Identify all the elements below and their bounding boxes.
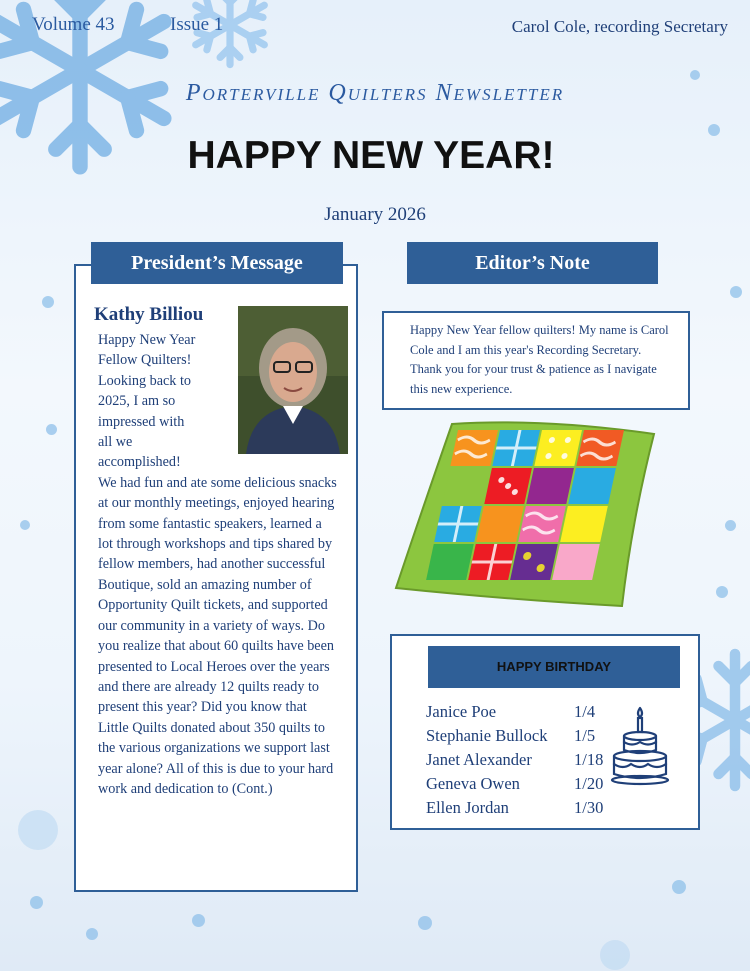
list-item: Janet Alexander 1/18 [426,750,604,769]
list-item: Janice Poe 1/4 [426,702,596,721]
issue-label: Issue 1 [170,14,224,35]
president-name: Kathy Billiou [94,304,204,325]
volume-label: Volume 43 [32,14,115,35]
editor-note-heading: Editor’s Note [407,242,658,284]
president-message-text: Happy New Year Fellow Quilters! Looking back to 2025, I am so impressed with all we accomplished! We had fun and ate some delicious snacks at our monthly meetings, enjoyed hearing from some fantastic speakers, learned a lot through workshops and tips shared by fellow members, had another successful Boutique, sold an amazing number of Opportunity Quilt tickets, and supported our community in a variety of ways. Do you realize that about 60 quilts have been presented to Local Heroes over the years and there are already 12 quilts ready to present this year? Did you know that Little Quilts donated about 350 quilts to the various organizations we support last year alone? All of this is due to your hard work and dedication to (Cont.) [98,332,337,797]
newsletter-title: Porterville Quilters Newsletter [185,80,565,106]
birthday-heading: HAPPY BIRTHDAY [428,646,680,688]
president-message-heading: President’s Message [91,242,343,284]
editor-note-text: Happy New Year fellow quilters! My name is Carol Cole and I am this year's Recording Secretary. Thank you for your trust & patience as I navigate this new experience. [410,323,669,396]
birthday-list [426,700,603,820]
president-message-box [74,264,358,892]
list-item: Geneva Owen 1/20 [426,774,604,793]
editor-note-box [382,311,690,410]
birthday-box [390,634,700,830]
secretary-credit: Carol Cole, recording Secretary [511,17,728,36]
list-item: Ellen Jordan 1/30 [426,798,604,817]
quilt-illustration [392,420,658,610]
birthday-cake-icon [610,704,670,786]
issue-date: January 2026 [324,204,426,225]
headline: HAPPY NEW YEAR! [187,134,555,177]
list-item: Stephanie Bullock 1/5 [426,726,596,745]
